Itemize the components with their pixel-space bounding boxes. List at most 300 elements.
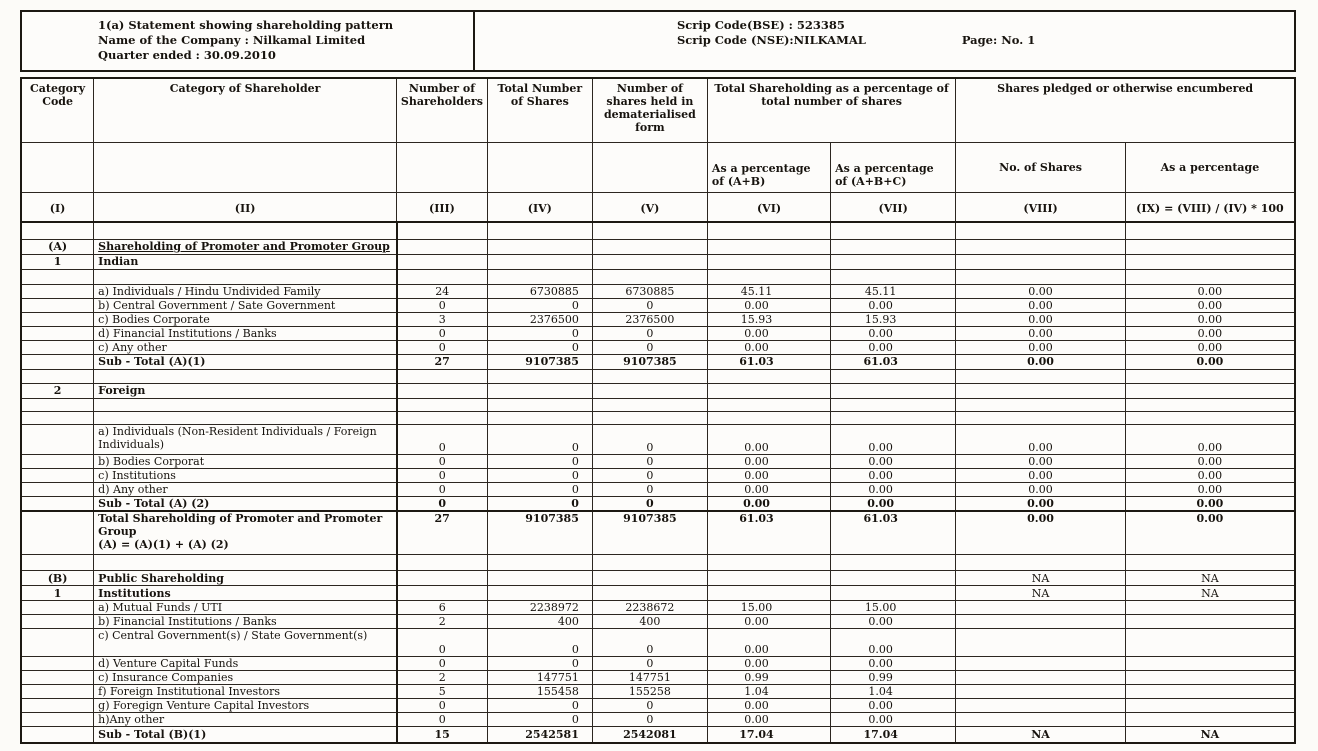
- col-num-3: (III): [397, 192, 488, 222]
- cell-num-shareholders: 0: [397, 468, 488, 482]
- cell-pledged-shares: 0.00: [956, 312, 1126, 326]
- cell-category: c) Insurance Companies: [94, 671, 397, 685]
- cell-category: [94, 398, 397, 411]
- cell-pledged-shares: [956, 222, 1126, 239]
- cell-category-code: [21, 269, 94, 284]
- cell-pct-abc: [831, 269, 956, 284]
- subheader-pct-ab: As a percentage of (A+B): [707, 142, 830, 192]
- cell-pledged-pct: NA: [1125, 571, 1295, 586]
- cell-category-code: [21, 713, 94, 727]
- cell-pledged-shares: [956, 615, 1126, 629]
- cell-category-code: [21, 555, 94, 571]
- cell-category-code: (A): [21, 239, 94, 254]
- cell-category-code: [21, 424, 94, 454]
- cell-num-shareholders: [397, 254, 488, 269]
- cell-category-code: [21, 340, 94, 354]
- cell-pledged-pct: [1125, 254, 1295, 269]
- subheader-empty: [397, 142, 488, 192]
- cell-num-shareholders: 5: [397, 685, 488, 699]
- cell-pct-ab: [707, 254, 830, 269]
- cell-category: b) Bodies Corporat: [94, 454, 397, 468]
- cell-pledged-shares: 0.00: [956, 340, 1126, 354]
- table-row: [21, 601, 1295, 615]
- cell-total-shares: 0: [487, 629, 592, 657]
- cell-demat-shares: [592, 383, 707, 398]
- cell-category: Institutions: [94, 586, 397, 601]
- cell-pledged-pct: 0.00: [1125, 424, 1295, 454]
- cell-pledged-pct: [1125, 657, 1295, 671]
- cell-category: [94, 222, 397, 239]
- cell-num-shareholders: 0: [397, 482, 488, 496]
- cell-pledged-shares: NA: [956, 571, 1126, 586]
- cell-pledged-pct: 0.00: [1125, 354, 1295, 369]
- cell-pledged-shares: [956, 685, 1126, 699]
- cell-pledged-shares: [956, 657, 1126, 671]
- cell-total-shares: 155458: [487, 685, 592, 699]
- cell-demat-shares: [592, 398, 707, 411]
- cell-pledged-pct: 0.00: [1125, 496, 1295, 511]
- cell-category-code: [21, 685, 94, 699]
- cell-demat-shares: 0: [592, 496, 707, 511]
- cell-demat-shares: 9107385: [592, 511, 707, 555]
- table-row: [21, 496, 1295, 511]
- cell-pct-abc: 0.00: [831, 615, 956, 629]
- col-header-total-shares: Total Number of Shares: [487, 78, 592, 142]
- cell-category: Sub - Total (B)(1): [94, 727, 397, 743]
- table-body: [21, 222, 1295, 743]
- cell-category-code: 1: [21, 254, 94, 269]
- cell-pct-ab: 0.00: [707, 326, 830, 340]
- spacer-row: [21, 411, 1295, 424]
- col-header-num-shareholders: Number of Shareholders: [397, 78, 488, 142]
- table-row: [21, 699, 1295, 713]
- cell-category-code: [21, 468, 94, 482]
- table-row: [21, 571, 1295, 586]
- cell-pledged-pct: [1125, 269, 1295, 284]
- cell-pledged-pct: 0.00: [1125, 468, 1295, 482]
- cell-category-code: [21, 671, 94, 685]
- cell-num-shareholders: 2: [397, 615, 488, 629]
- cell-pct-abc: 0.00: [831, 496, 956, 511]
- cell-demat-shares: 6730885: [592, 284, 707, 298]
- cell-category-code: [21, 411, 94, 424]
- cell-pct-ab: 0.00: [707, 424, 830, 454]
- cell-category: [94, 555, 397, 571]
- cell-pledged-shares: NA: [956, 586, 1126, 601]
- cell-pct-ab: 0.00: [707, 454, 830, 468]
- cell-pct-abc: 61.03: [831, 511, 956, 555]
- cell-total-shares: 0: [487, 424, 592, 454]
- cell-pledged-pct: NA: [1125, 727, 1295, 743]
- cell-category: h)Any other: [94, 713, 397, 727]
- cell-total-shares: 0: [487, 454, 592, 468]
- cell-pct-abc: 0.99: [831, 671, 956, 685]
- cell-pct-abc: [831, 555, 956, 571]
- cell-demat-shares: [592, 369, 707, 383]
- cell-num-shareholders: [397, 369, 488, 383]
- cell-num-shareholders: 0: [397, 629, 488, 657]
- cell-total-shares: 2376500: [487, 312, 592, 326]
- cell-total-shares: 2542581: [487, 727, 592, 743]
- cell-num-shareholders: 2: [397, 671, 488, 685]
- cell-demat-shares: 0: [592, 454, 707, 468]
- cell-pledged-pct: [1125, 615, 1295, 629]
- cell-pledged-pct: NA: [1125, 586, 1295, 601]
- cell-total-shares: 0: [487, 340, 592, 354]
- cell-pledged-shares: 0.00: [956, 511, 1126, 555]
- cell-num-shareholders: [397, 269, 488, 284]
- table-row: [21, 239, 1295, 254]
- col-header-category: Category of Shareholder: [94, 78, 397, 142]
- header-row-column-numbers: [21, 192, 1295, 222]
- cell-pct-ab: [707, 571, 830, 586]
- cell-demat-shares: 155258: [592, 685, 707, 699]
- cell-category: c) Bodies Corporate: [94, 312, 397, 326]
- cell-pct-ab: 15.00: [707, 601, 830, 615]
- table-row: [21, 340, 1295, 354]
- cell-demat-shares: [592, 222, 707, 239]
- cell-pct-ab: 0.00: [707, 657, 830, 671]
- cell-pledged-pct: [1125, 411, 1295, 424]
- cell-pledged-pct: [1125, 398, 1295, 411]
- cell-total-shares: [487, 398, 592, 411]
- statement-title: 1(a) Statement showing shareholding pattern: [98, 18, 394, 32]
- cell-pledged-shares: [956, 555, 1126, 571]
- cell-pledged-shares: NA: [956, 727, 1126, 743]
- cell-category: d) Venture Capital Funds: [94, 657, 397, 671]
- cell-num-shareholders: [397, 239, 488, 254]
- cell-demat-shares: [592, 411, 707, 424]
- cell-total-shares: 6730885: [487, 284, 592, 298]
- cell-pct-abc: [831, 398, 956, 411]
- cell-pct-ab: 0.00: [707, 629, 830, 657]
- table-row: [21, 685, 1295, 699]
- subheader-empty: [487, 142, 592, 192]
- col-num-2: (II): [94, 192, 397, 222]
- cell-num-shareholders: 24: [397, 284, 488, 298]
- cell-demat-shares: 2238672: [592, 601, 707, 615]
- cell-total-shares: [487, 571, 592, 586]
- scrip-code-nse: Scrip Code (NSE):NILKAMAL: [677, 33, 866, 47]
- cell-total-shares: 0: [487, 713, 592, 727]
- cell-pledged-pct: 0.00: [1125, 326, 1295, 340]
- cell-category: Total Shareholding of Promoter and Promoter Group (A) = (A)(1) + (A) (2): [94, 511, 397, 555]
- col-num-1: (I): [21, 192, 94, 222]
- cell-pledged-pct: 0.00: [1125, 298, 1295, 312]
- col-num-7: (VII): [831, 192, 956, 222]
- cell-num-shareholders: 27: [397, 511, 488, 555]
- cell-pct-ab: 0.00: [707, 298, 830, 312]
- cell-category-code: [21, 482, 94, 496]
- cell-category: [94, 369, 397, 383]
- cell-pct-ab: [707, 383, 830, 398]
- cell-pledged-shares: 0.00: [956, 354, 1126, 369]
- cell-pct-abc: 0.00: [831, 629, 956, 657]
- cell-category-code: [21, 496, 94, 511]
- cell-demat-shares: 0: [592, 482, 707, 496]
- cell-pct-abc: 0.00: [831, 468, 956, 482]
- cell-pledged-pct: 0.00: [1125, 340, 1295, 354]
- col-num-8: (VIII): [956, 192, 1126, 222]
- cell-category: d) Any other: [94, 482, 397, 496]
- cell-num-shareholders: [397, 222, 488, 239]
- cell-pct-abc: 0.00: [831, 713, 956, 727]
- cell-pledged-pct: [1125, 671, 1295, 685]
- table-row: [21, 511, 1295, 555]
- table-row: [21, 657, 1295, 671]
- cell-pct-ab: 0.00: [707, 482, 830, 496]
- company-name: Name of the Company : Nilkamal Limited: [98, 33, 366, 47]
- cell-num-shareholders: 0: [397, 424, 488, 454]
- cell-pct-abc: 15.93: [831, 312, 956, 326]
- col-num-4: (IV): [487, 192, 592, 222]
- cell-demat-shares: 0: [592, 699, 707, 713]
- cell-category: f) Foreign Institutional Investors: [94, 685, 397, 699]
- cell-pct-ab: 17.04: [707, 727, 830, 743]
- cell-total-shares: [487, 383, 592, 398]
- cell-pct-abc: [831, 571, 956, 586]
- cell-category-code: [21, 369, 94, 383]
- cell-pct-abc: [831, 586, 956, 601]
- cell-pct-ab: 0.00: [707, 340, 830, 354]
- table-row: [21, 586, 1295, 601]
- cell-pledged-shares: [956, 671, 1126, 685]
- cell-demat-shares: 147751: [592, 671, 707, 685]
- cell-num-shareholders: 0: [397, 454, 488, 468]
- cell-pct-ab: [707, 269, 830, 284]
- cell-pct-ab: 0.99: [707, 671, 830, 685]
- cell-pledged-shares: [956, 383, 1126, 398]
- cell-num-shareholders: 0: [397, 340, 488, 354]
- cell-pct-ab: [707, 222, 830, 239]
- cell-pledged-shares: [956, 254, 1126, 269]
- table-row: [21, 468, 1295, 482]
- cell-total-shares: [487, 269, 592, 284]
- scrip-code-block: [475, 12, 1294, 70]
- cell-pct-ab: 0.00: [707, 615, 830, 629]
- cell-demat-shares: [592, 239, 707, 254]
- cell-demat-shares: [592, 254, 707, 269]
- table-row: [21, 727, 1295, 743]
- cell-total-shares: 9107385: [487, 511, 592, 555]
- cell-pct-ab: [707, 586, 830, 601]
- cell-demat-shares: [592, 571, 707, 586]
- cell-num-shareholders: 0: [397, 713, 488, 727]
- cell-category-code: [21, 298, 94, 312]
- cell-total-shares: 400: [487, 615, 592, 629]
- cell-num-shareholders: [397, 555, 488, 571]
- cell-pledged-pct: [1125, 369, 1295, 383]
- table-row: [21, 629, 1295, 657]
- cell-total-shares: [487, 254, 592, 269]
- cell-pct-ab: 61.03: [707, 511, 830, 555]
- spacer-row: [21, 222, 1295, 239]
- subheader-empty: [21, 142, 94, 192]
- cell-category-code: [21, 699, 94, 713]
- cell-category-code: [21, 615, 94, 629]
- cell-pledged-shares: 0.00: [956, 468, 1126, 482]
- cell-pledged-shares: [956, 398, 1126, 411]
- cell-pct-ab: [707, 555, 830, 571]
- cell-num-shareholders: 6: [397, 601, 488, 615]
- cell-total-shares: 9107385: [487, 354, 592, 369]
- cell-category-code: [21, 284, 94, 298]
- cell-total-shares: 0: [487, 326, 592, 340]
- cell-category-code: [21, 354, 94, 369]
- cell-category: d) Financial Institutions / Banks: [94, 326, 397, 340]
- cell-pct-abc: 61.03: [831, 354, 956, 369]
- cell-pct-ab: 61.03: [707, 354, 830, 369]
- table-row: [21, 615, 1295, 629]
- cell-category-code: [21, 727, 94, 743]
- cell-category-code: [21, 222, 94, 239]
- cell-category: [94, 411, 397, 424]
- cell-pledged-shares: 0.00: [956, 496, 1126, 511]
- cell-pct-abc: 0.00: [831, 657, 956, 671]
- cell-category: Sub - Total (A) (2): [94, 496, 397, 511]
- quarter-ended: Quarter ended : 30.09.2010: [98, 48, 276, 62]
- cell-num-shareholders: 27: [397, 354, 488, 369]
- scrip-code-bse: Scrip Code(BSE) : 523385: [677, 18, 845, 32]
- cell-pct-abc: [831, 369, 956, 383]
- cell-pledged-shares: [956, 629, 1126, 657]
- table-row: [21, 713, 1295, 727]
- cell-num-shareholders: 0: [397, 298, 488, 312]
- cell-num-shareholders: [397, 571, 488, 586]
- cell-num-shareholders: 0: [397, 699, 488, 713]
- cell-num-shareholders: [397, 411, 488, 424]
- cell-category-code: [21, 629, 94, 657]
- cell-total-shares: 0: [487, 298, 592, 312]
- cell-num-shareholders: 0: [397, 496, 488, 511]
- cell-pledged-pct: [1125, 601, 1295, 615]
- cell-category-code: [21, 326, 94, 340]
- col-num-6: (VI): [707, 192, 830, 222]
- cell-pct-ab: 0.00: [707, 713, 830, 727]
- col-header-category-code: Category Code: [21, 78, 94, 142]
- cell-pct-ab: [707, 411, 830, 424]
- cell-pledged-pct: [1125, 239, 1295, 254]
- document-header: [20, 10, 1296, 72]
- cell-pct-abc: 0.00: [831, 326, 956, 340]
- table-row: [21, 312, 1295, 326]
- cell-pledged-shares: [956, 699, 1126, 713]
- cell-demat-shares: 400: [592, 615, 707, 629]
- subheader-pledged-shares: No. of Shares: [956, 142, 1126, 192]
- cell-category-code: [21, 657, 94, 671]
- cell-category-code: [21, 312, 94, 326]
- shareholding-table: [20, 77, 1296, 744]
- cell-num-shareholders: 0: [397, 326, 488, 340]
- cell-total-shares: 0: [487, 468, 592, 482]
- cell-num-shareholders: 0: [397, 657, 488, 671]
- cell-pct-abc: 1.04: [831, 685, 956, 699]
- spacer-row: [21, 369, 1295, 383]
- cell-demat-shares: 0: [592, 424, 707, 454]
- cell-total-shares: [487, 411, 592, 424]
- cell-num-shareholders: [397, 586, 488, 601]
- table-row: [21, 354, 1295, 369]
- cell-category-code: (B): [21, 571, 94, 586]
- cell-total-shares: [487, 586, 592, 601]
- cell-pledged-shares: 0.00: [956, 424, 1126, 454]
- table-row: [21, 424, 1295, 454]
- cell-pledged-pct: 0.00: [1125, 511, 1295, 555]
- cell-category: c) Central Government(s) / State Government(s): [94, 629, 397, 657]
- cell-category: [94, 269, 397, 284]
- subheader-empty: [94, 142, 397, 192]
- cell-pledged-shares: [956, 369, 1126, 383]
- cell-pct-ab: [707, 398, 830, 411]
- cell-pct-ab: 15.93: [707, 312, 830, 326]
- cell-num-shareholders: [397, 398, 488, 411]
- cell-category-code: [21, 511, 94, 555]
- table-row: [21, 254, 1295, 269]
- cell-pledged-shares: [956, 713, 1126, 727]
- cell-category-code: 1: [21, 586, 94, 601]
- cell-demat-shares: 0: [592, 657, 707, 671]
- statement-title-block: [22, 12, 475, 70]
- cell-demat-shares: 0: [592, 468, 707, 482]
- subheader-empty: [592, 142, 707, 192]
- cell-demat-shares: 2376500: [592, 312, 707, 326]
- cell-pledged-shares: [956, 239, 1126, 254]
- cell-category: Shareholding of Promoter and Promoter Group: [94, 239, 397, 254]
- cell-pledged-pct: [1125, 555, 1295, 571]
- cell-pct-abc: 17.04: [831, 727, 956, 743]
- cell-category: c) Any other: [94, 340, 397, 354]
- cell-pledged-pct: 0.00: [1125, 482, 1295, 496]
- cell-demat-shares: 2542081: [592, 727, 707, 743]
- cell-category: Sub - Total (A)(1): [94, 354, 397, 369]
- cell-pct-abc: 0.00: [831, 482, 956, 496]
- cell-demat-shares: 0: [592, 326, 707, 340]
- cell-total-shares: 2238972: [487, 601, 592, 615]
- cell-pct-abc: 0.00: [831, 424, 956, 454]
- cell-total-shares: [487, 222, 592, 239]
- cell-category: a) Individuals / Hindu Undivided Family: [94, 284, 397, 298]
- cell-pledged-shares: 0.00: [956, 326, 1126, 340]
- cell-pct-ab: [707, 369, 830, 383]
- cell-pct-abc: 0.00: [831, 340, 956, 354]
- cell-total-shares: [487, 369, 592, 383]
- cell-category: Foreign: [94, 383, 397, 398]
- col-header-pledged-group: Shares pledged or otherwise encumbered: [956, 78, 1295, 142]
- cell-category: g) Foregign Venture Capital Investors: [94, 699, 397, 713]
- spacer-row: [21, 555, 1295, 571]
- cell-pct-ab: 0.00: [707, 468, 830, 482]
- cell-pct-abc: 0.00: [831, 699, 956, 713]
- cell-category: b) Financial Institutions / Banks: [94, 615, 397, 629]
- cell-pledged-pct: [1125, 629, 1295, 657]
- cell-category-code: 2: [21, 383, 94, 398]
- cell-pledged-shares: 0.00: [956, 298, 1126, 312]
- cell-pledged-shares: [956, 269, 1126, 284]
- cell-pledged-pct: [1125, 699, 1295, 713]
- cell-pct-abc: 0.00: [831, 298, 956, 312]
- cell-pct-ab: 0.00: [707, 496, 830, 511]
- table-row: [21, 284, 1295, 298]
- cell-pct-abc: [831, 239, 956, 254]
- cell-total-shares: 147751: [487, 671, 592, 685]
- cell-pledged-shares: 0.00: [956, 482, 1126, 496]
- cell-pct-abc: [831, 411, 956, 424]
- cell-total-shares: 0: [487, 699, 592, 713]
- cell-pledged-pct: [1125, 222, 1295, 239]
- cell-category: a) Mutual Funds / UTI: [94, 601, 397, 615]
- cell-pledged-shares: [956, 601, 1126, 615]
- table-row: [21, 298, 1295, 312]
